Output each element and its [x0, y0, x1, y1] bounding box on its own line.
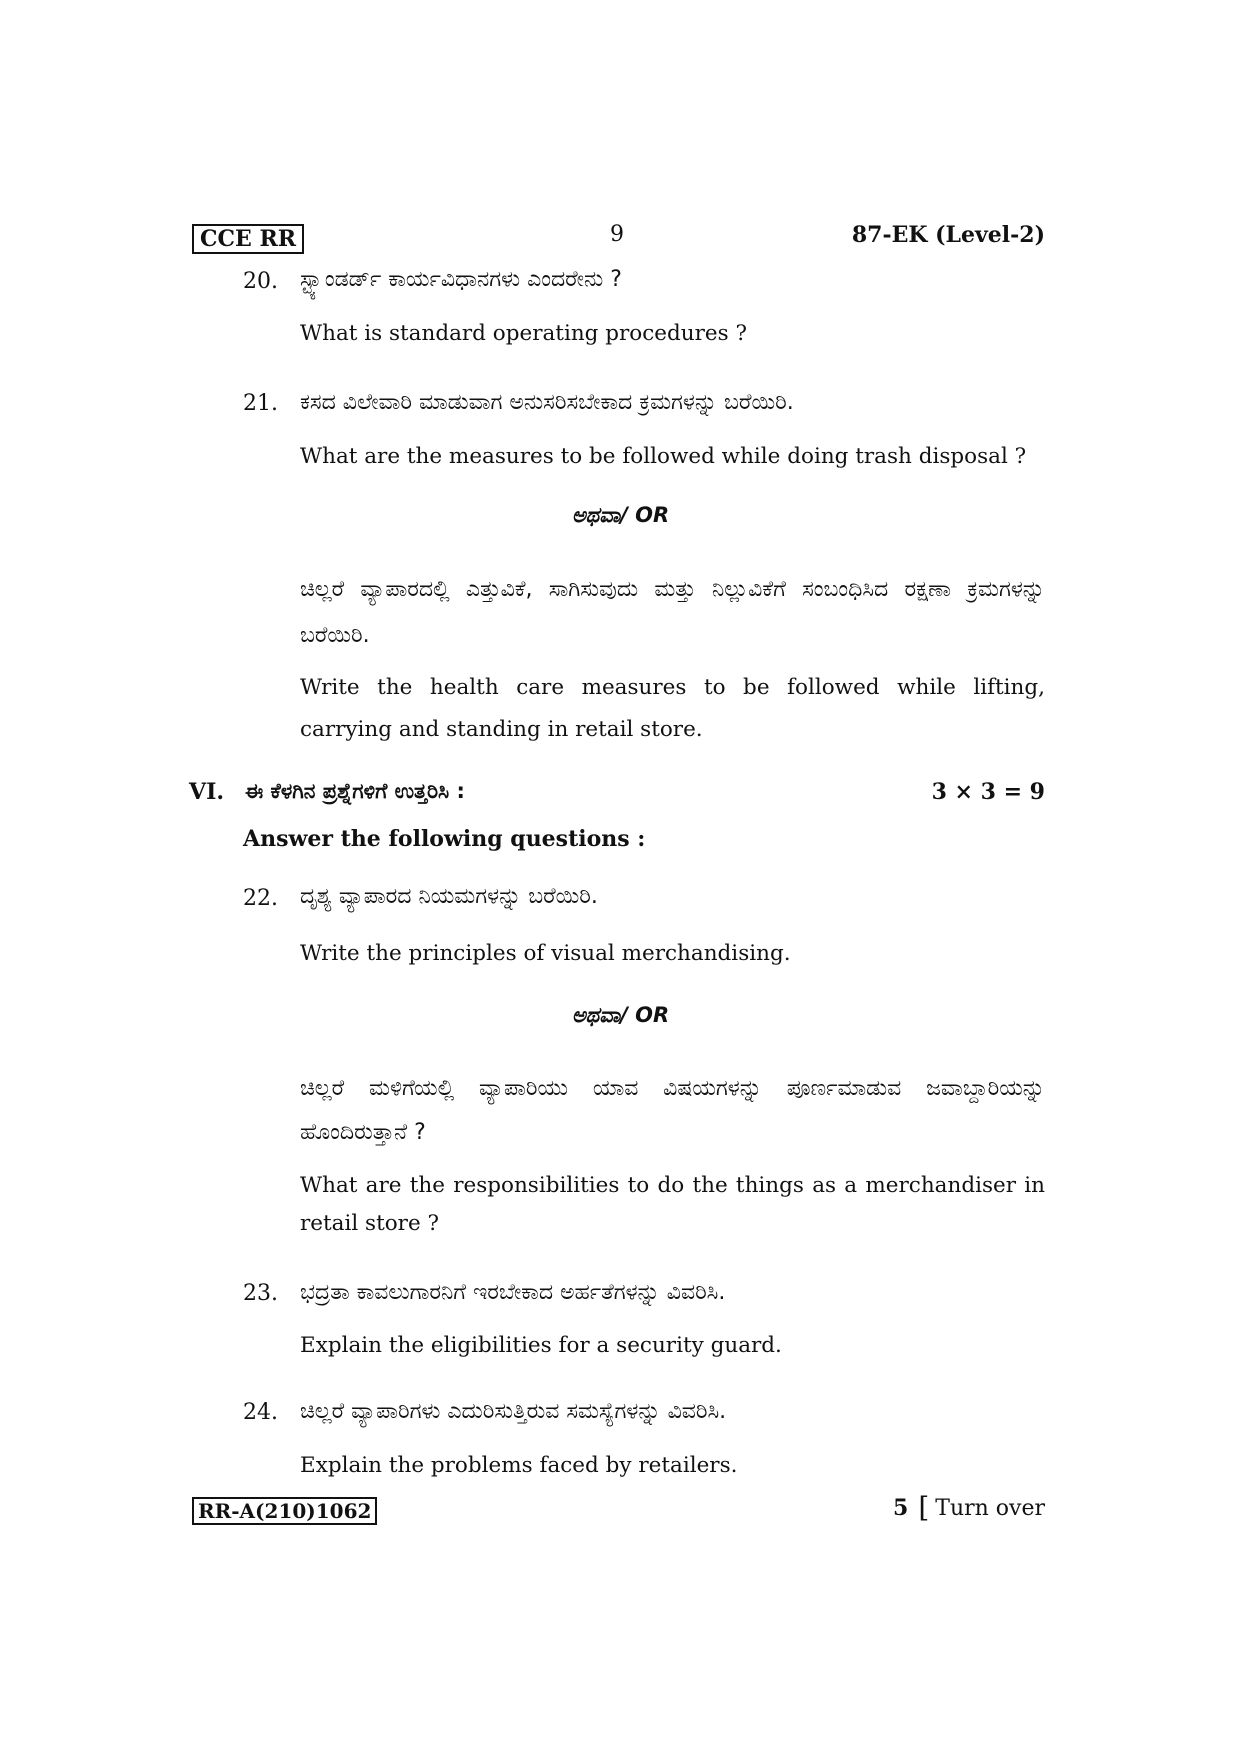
footer-bracket: [ [918, 1491, 930, 1524]
or-divider-21: ಅಥವಾ/ OR [571, 503, 670, 527]
question-20-kannada: ಸ್ಟ್ಯಾಂಡರ್ಡ್ ಕಾರ್ಯವಿಧಾನಗಳು ಎಂದರೇನು ? [300, 267, 622, 292]
question-23-kannada: ಭದ್ರತಾ ಕಾವಲುಗಾರನಿಗೆ ಇರಬೇಕಾದ ಅರ್ಹತೆಗಳನ್ನು ವಿವರಿಸಿ. [300, 1280, 726, 1305]
section-marks: 3 × 3 = 9 [931, 779, 1045, 805]
question-21-alt-english: Write the health care measures to be followed while lifting, carrying and standing in retail store. [300, 675, 1045, 742]
question-24-number: 24. [243, 1400, 278, 1425]
question-20-english: What is standard operating procedures ? [300, 321, 748, 346]
or-divider-22: ಅಥವಾ/ OR [571, 1003, 670, 1027]
question-23-number: 23. [243, 1281, 278, 1306]
question-21-alt-kannada: ಚಿಲ್ಲರೆ ವ್ಯಾಪಾರದಲ್ಲಿ ಎತ್ತುವಿಕೆ, ಸಾಗಿಸುವುದು ಮತ್ತು ನಿಲ್ಲುವಿಕೆಗೆ ಸಂಬಂಧಿಸಿದ ರಕ್ಷಣಾ ಕ್ರಮಗಳನ್ನು ಬರೆಯಿರಿ. [300, 577, 1045, 648]
question-21-number: 21. [243, 391, 278, 416]
question-21-kannada: ಕಸದ ವಿಲೇವಾರಿ ಮಾಡುವಾಗ ಅನುಸರಿಸಬೇಕಾದ ಕ್ರಮಗಳನ್ನು ಬರೆಯಿರಿ. [300, 390, 794, 415]
question-24-english: Explain the problems faced by retailers. [300, 1453, 738, 1478]
paper-code: 87-EK (Level-2) [851, 222, 1045, 248]
footer-page-number: 5 [893, 1495, 909, 1521]
footer-turn-over [893, 1491, 1045, 1524]
page-number: 9 [610, 222, 624, 247]
header-code-box: CCE RR [192, 224, 304, 254]
question-24-kannada: ಚಿಲ್ಲರೆ ವ್ಯಾಪಾರಿಗಳು ಎದುರಿಸುತ್ತಿರುವ ಸಮಸ್ಯೆಗಳನ್ನು ವಿವರಿಸಿ. [300, 1399, 727, 1424]
question-22-alt-english: What are the responsibilities to do the things as a merchandiser in retail store ? [300, 1173, 1045, 1236]
section-number: VI. [189, 779, 225, 805]
question-22-alt-kannada: ಚಿಲ್ಲರೆ ಮಳಿಗೆಯಲ್ಲಿ ವ್ಯಾಪಾರಿಯು ಯಾವ ವಿಷಯಗಳನ್ನು ಪೂರ್ಣಮಾಡುವ ಜವಾಬ್ದಾರಿಯನ್ನು ಹೊಂದಿರುತ್ತಾನೆ ? [300, 1076, 1045, 1145]
question-22-english: Write the principles of visual merchandising. [300, 941, 791, 966]
question-20-number: 20. [243, 269, 278, 294]
question-21-english: What are the measures to be followed while doing trash disposal ? [300, 444, 1027, 469]
section-instruction-english: Answer the following questions : [243, 826, 646, 852]
question-22-kannada: ದೃಶ್ಯ ವ್ಯಾಪಾರದ ನಿಯಮಗಳನ್ನು ಬರೆಯಿರಿ. [300, 884, 598, 909]
turn-over-label: Turn over [935, 1496, 1045, 1521]
question-23-english: Explain the eligibilities for a security guard. [300, 1333, 782, 1358]
footer-code-box: RR-A(210)1062 [192, 1497, 377, 1525]
section-instruction-kannada: ಈ ಕೆಳಗಿನ ಪ್ರಶ್ನೆಗಳಿಗೆ ಉತ್ತರಿಸಿ : [245, 779, 465, 803]
question-22-number: 22. [243, 886, 278, 911]
